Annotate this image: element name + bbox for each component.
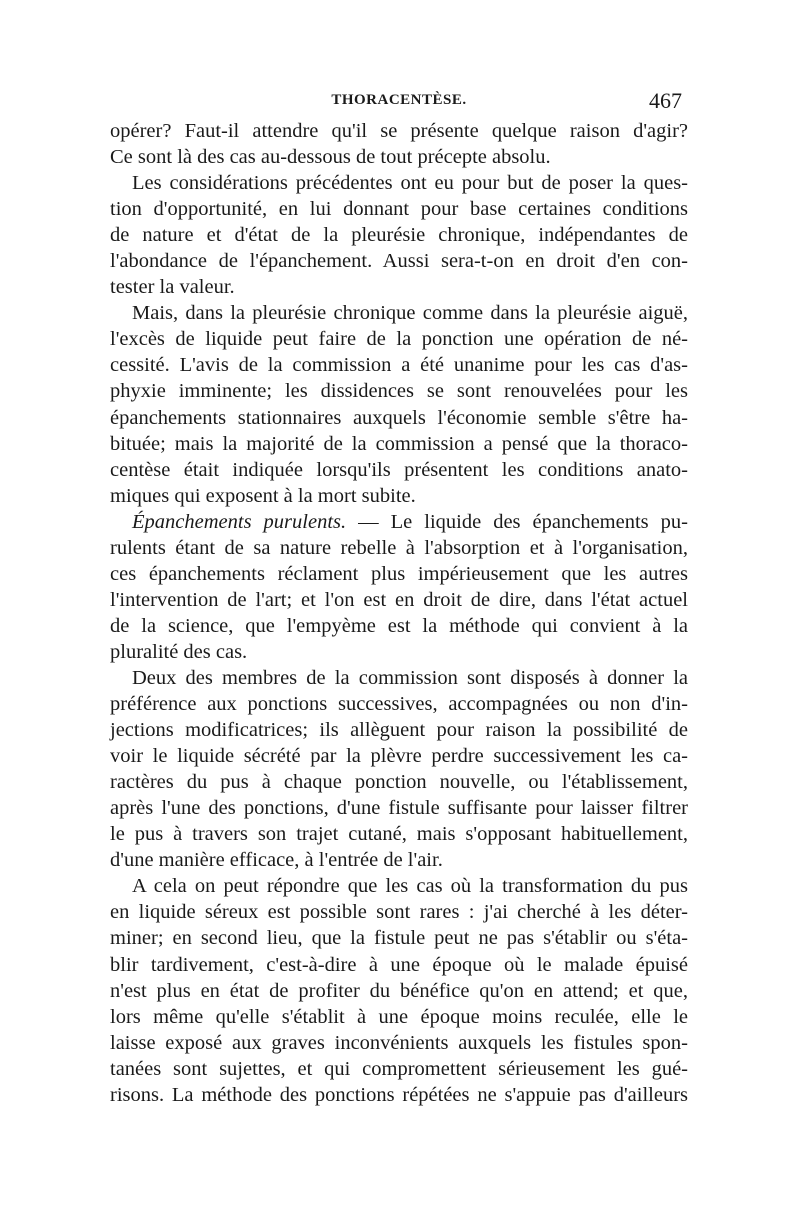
text-line: ractères du pus à chaque ponction nouvelle, ou l'établissement, — [110, 771, 688, 794]
text-line: cessité. L'avis de la commission a été unanime pour les cas d'as- — [110, 354, 688, 377]
running-title: THORACENTÈSE. — [331, 92, 467, 108]
body-text — [110, 118, 688, 1108]
text-line: risons. La méthode des ponctions répétées ne s'appuie pas d'ailleurs — [110, 1083, 688, 1106]
text-line: en liquide séreux est possible sont rares : j'ai cherché à les déter- — [110, 901, 688, 924]
text-line: miques qui exposent à la mort subite. — [110, 484, 416, 507]
text-line: tester la valeur. — [110, 276, 235, 299]
section-heading-rest: — Le liquide des épanchements pu- — [346, 510, 688, 533]
page-number: 467 — [649, 88, 682, 113]
text-line: l'excès de liquide peut faire de la ponction une opération de né- — [110, 328, 688, 351]
paragraph-start-line: Deux des membres de la commission sont disposés à donner la — [132, 666, 688, 689]
text-line: le pus à travers son trajet cutané, mais s'opposant habituellement, — [110, 823, 688, 846]
text-line: laisse exposé aux graves inconvénients auxquels les fistules spon- — [110, 1031, 688, 1054]
paragraph-start-line: Mais, dans la pleurésie chronique comme dans la pleurésie aiguë, — [132, 302, 688, 325]
text-line: tanées sont sujettes, et qui compromettent sérieusement les gué- — [110, 1057, 688, 1080]
text-line: l'intervention de l'art; et l'on est en droit de dire, dans l'état actuel — [110, 588, 688, 611]
text-line: préférence aux ponctions successives, accompagnées ou non d'in- — [110, 693, 688, 716]
running-head — [110, 88, 688, 118]
text-line: centèse était indiquée lorsqu'ils présentent les conditions anato- — [110, 458, 688, 481]
paragraph-start-line: Les considérations précédentes ont eu pour but de poser la ques- — [132, 172, 688, 195]
text-line: jections modificatrices; ils allèguent pour raison la possibilité de — [110, 719, 688, 742]
text-line: miner; en second lieu, que la fistule peut ne pas s'établir ou s'éta- — [110, 927, 688, 950]
book-page — [110, 88, 688, 1108]
text-line: lors même qu'elle s'établit à une époque moins reculée, elle le — [110, 1005, 688, 1028]
section-heading-italic: Épanchements purulents. — [132, 510, 347, 533]
text-line: opérer? Faut-il attendre qu'il se présente quelque raison d'agir? — [110, 120, 688, 142]
section-heading-line — [110, 509, 688, 535]
text-line: phyxie imminente; les dissidences se sont renouvelées pour les — [110, 380, 688, 403]
text-line: bituée; mais la majorité de la commission a pensé que la thoraco- — [110, 432, 688, 455]
text-line: épanchements stationnaires auxquels l'économie semble s'être ha- — [110, 406, 688, 429]
text-line: de nature et d'état de la pleurésie chronique, indépendantes de — [110, 224, 688, 247]
text-line: après l'une des ponctions, d'une fistule suffisante pour laisser filtrer — [110, 797, 688, 820]
text-line: pluralité des cas. — [110, 640, 248, 663]
text-line: d'une manière efficace, à l'entrée de l'air. — [110, 849, 443, 872]
text-line: tion d'opportunité, en lui donnant pour base certaines conditions — [110, 198, 688, 221]
text-line: voir le liquide sécrété par la plèvre perdre successivement les ca- — [110, 745, 688, 768]
text-line: l'abondance de l'épanchement. Aussi sera-t-on en droit d'en con- — [110, 250, 688, 273]
text-line: ces épanchements réclament plus impérieusement que les autres — [110, 562, 688, 585]
text-line: rulents étant de sa nature rebelle à l'absorption et à l'organisation, — [110, 536, 688, 559]
text-line: Ce sont là des cas au-dessous de tout précepte absolu. — [110, 146, 551, 169]
text-line: n'est plus en état de profiter du bénéfice qu'on en attend; et que, — [110, 979, 688, 1002]
text-line: de la science, que l'empyème est la méthode qui convient à la — [110, 614, 688, 637]
paragraph-start-line: A cela on peut répondre que les cas où la transformation du pus — [132, 875, 688, 898]
text-line: blir tardivement, c'est-à-dire à une époque où le malade épuisé — [110, 953, 688, 976]
